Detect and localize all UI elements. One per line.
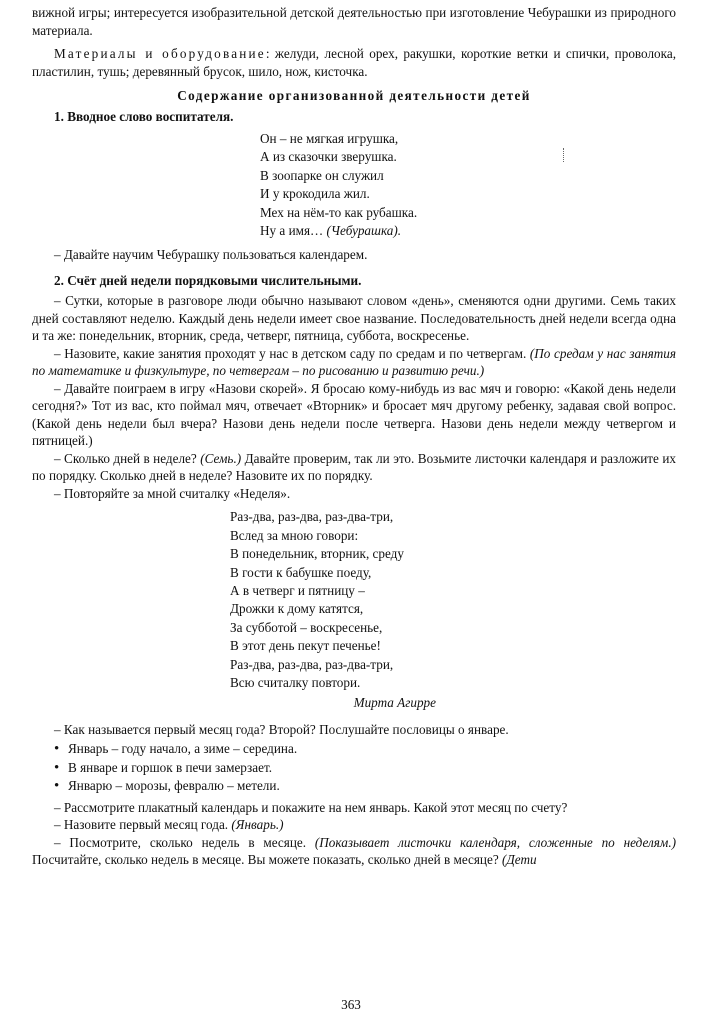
proverb-item: • Январь – году начало, а зиме – середина.: [54, 740, 676, 759]
poem-line: В гости к бабушке поеду,: [230, 564, 372, 580]
poem-line: В понедельник, вторник, среду: [230, 546, 404, 562]
poem-line: Мех на нём-то как рубашка.: [260, 204, 418, 220]
poem-line: В этот день пекут печенье!: [230, 638, 381, 654]
poem-line: В зоопарке он служил: [260, 167, 384, 183]
poem-line: За субботой – воскресенье,: [230, 619, 383, 635]
poem-author: Мирта Агирре: [353, 694, 436, 710]
poem-line: Дрожки к дому катятся,: [230, 601, 364, 617]
poem-line: А в четверг и пятницу –: [230, 583, 365, 599]
heading-intro-word: 1. Вводное слово воспитателя.: [54, 108, 234, 124]
paragraph-repeat-rhyme: – Повторяйте за мной считалку «Неделя».: [54, 485, 291, 501]
poem-line: Раз-два, раз-два, раз-два-три,: [230, 656, 394, 672]
heading-days-count: 2. Счёт дней недели порядковыми числительными.: [54, 272, 362, 288]
poem-line: Вслед за мною говори:: [230, 527, 359, 543]
paragraph-first-month: – Как называется первый месяц года? Второй? Послушайте пословицы о январе.: [54, 721, 509, 737]
paragraph-days-in-week: – Сколько дней в неделе? (Семь.) Давайте проверим, так ли это. Возьмите листочки календаря и разложите их по порядку. Сколько дней в неделе? Назовите их по порядку.: [32, 450, 676, 484]
paragraph-materials: [32, 45, 676, 80]
proverb-item: • Январю – морозы, февралю – метели.: [54, 777, 676, 796]
paragraph-classes: – Назовите, какие занятия проходят у нас в детском саду по средам и по четвергам. (По средам у нас занятия по математике и физкультуре, по четвергам – по рисованию и развитию речи.): [32, 345, 676, 379]
scan-mark: [563, 148, 565, 162]
paragraph-sutki: – Сутки, которые в разговоре люди обычно называют словом «день», сменяются одни другими. Семь таких дней составляют неделю. Каждый день недели имеет свое название. Последовательность дней недели всегда одна и та же: понедельник, вторник, среда, четверг, пятница, суббота, воскресенье.: [32, 293, 676, 344]
page-number: 363: [341, 997, 361, 1012]
poem-line: Он – не мягкая игрушка,: [260, 131, 399, 146]
section-title: Содержание организованной деятельности детей: [177, 88, 531, 103]
poem-week: [230, 508, 676, 692]
paragraph-intro-end: вижной игры; интересуется изобразительной детской деятельностью при изготовление Чебурашки из природного материала.: [32, 5, 676, 38]
paragraph-poster-calendar: – Рассмотрите плакатный календарь и покажите на нем январь. Какой этот месяц по счету?: [54, 799, 568, 815]
paragraph-calendar: – Давайте научим Чебурашку пользоваться календарем.: [54, 247, 368, 263]
poem-line: Всю считалку повтори.: [230, 675, 361, 691]
proverbs-list: [54, 740, 676, 796]
poem-cheburashka: [260, 130, 676, 240]
materials-text: : желуди, лесной орех, ракушки, короткие ветки и спички, проволока, пластилин, тушь; деревянный брусок, шило, нож, кисточка.: [32, 46, 677, 79]
poem-line: А из сказочки зверушка.: [260, 149, 397, 165]
poem-line: И у крокодила жил.: [260, 186, 370, 202]
paragraph-game: – Давайте поиграем в игру «Назови скорей». Я бросаю кому-нибудь из вас мяч и говорю: «Какой день недели сегодня?» Тот из вас, кто поймал мяч, отвечает «Вторник» и бросает мяч другому ребенку, задавая свой вопрос. (Какой день недели был вчера? Назови день недели после четверга. Назови день недели между четвергом и пятницей.): [32, 380, 676, 449]
poem-line: Раз-два, раз-два, раз-два-три,: [230, 509, 394, 525]
proverb-item: • В январе и горшок в печи замерзает.: [54, 759, 676, 778]
paragraph-name-first-month: – Назовите первый месяц года. (Январь.): [54, 817, 284, 833]
materials-label: Материалы и оборудование: [54, 46, 266, 61]
paragraph-weeks-in-month: – Посмотрите, сколько недель в месяце. (Показывает листочки календаря, сложенные по неделям.) Посчитайте, сколько недель в месяце. Вы можете показать, сколько дней в месяце? (Дети: [32, 834, 677, 868]
poem-line-answer: Ну а имя… (Чебурашка).: [260, 223, 402, 239]
